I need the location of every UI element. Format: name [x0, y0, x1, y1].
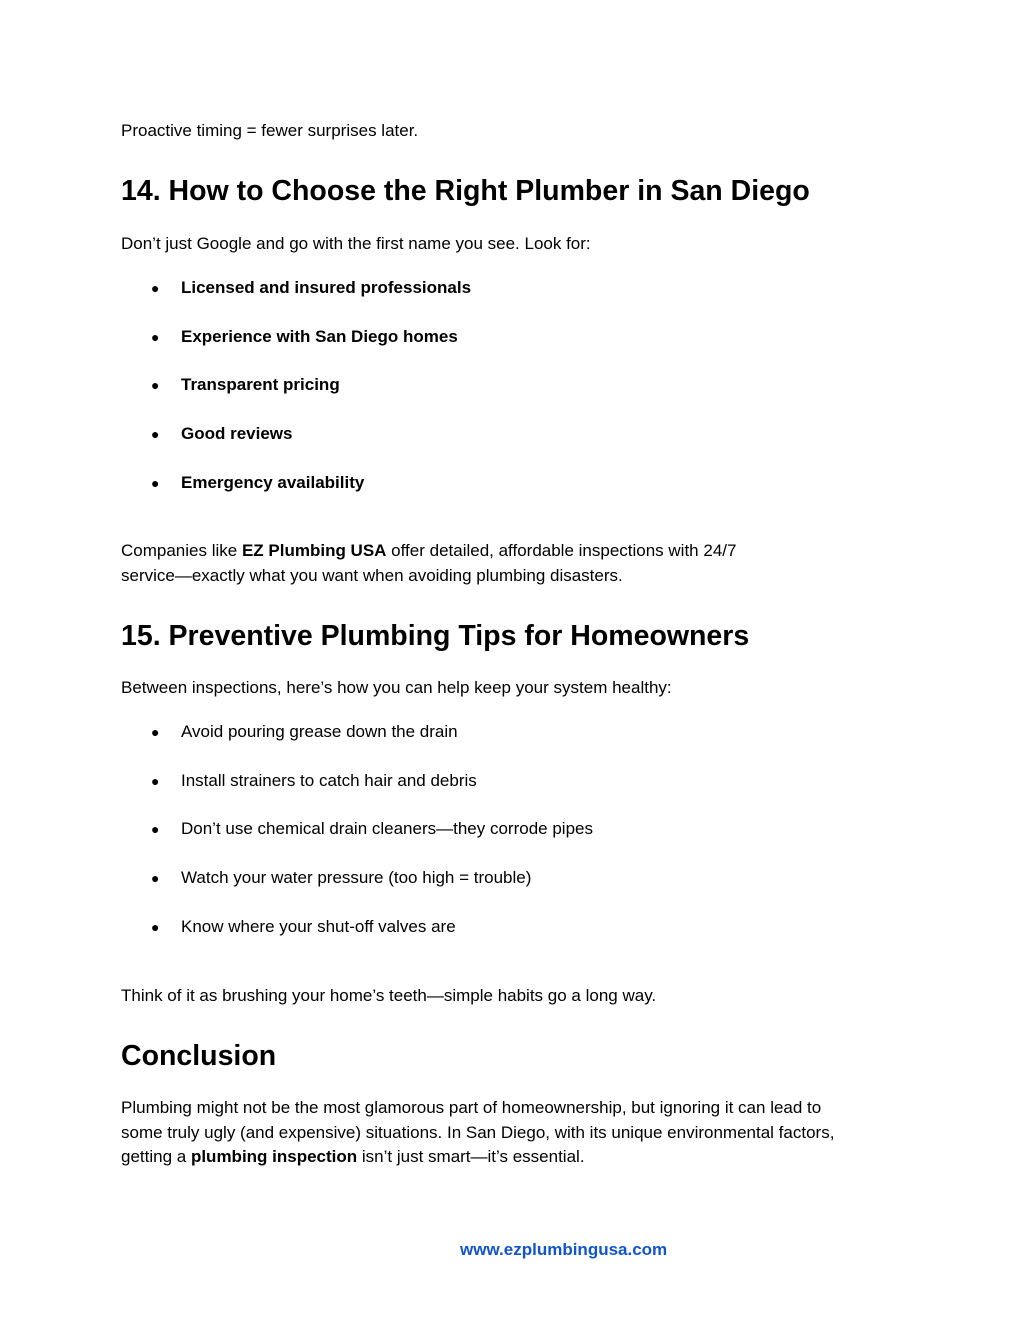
section-14-heading: 14. How to Choose the Right Plumber in San Diego — [121, 175, 810, 207]
company-name: EZ Plumbing USA — [241, 541, 387, 560]
bullet-icon: ● — [151, 821, 160, 838]
section-14-closing: Companies like EZ Plumbing USA offer detailed, affordable inspections with 24/7 service—exactly what you want when avoiding plumbing disasters. — [121, 541, 737, 585]
keyword-plumbing-inspection: plumbing inspection — [190, 1147, 358, 1166]
intro-line: Proactive timing = fewer surprises later. — [121, 121, 419, 140]
bullet-icon: ● — [151, 724, 160, 740]
bullet-icon: ● — [151, 772, 160, 789]
bullet-icon: ● — [151, 377, 160, 394]
section-14-lead: Don’t just Google and go with the first name you see. Look for: — [121, 234, 591, 253]
bullet-icon: ● — [151, 474, 160, 491]
section-15-heading: 15. Preventive Plumbing Tips for Homeowners — [121, 620, 750, 652]
bullet-icon: ● — [151, 870, 160, 887]
conclusion-heading: Conclusion — [121, 1040, 277, 1072]
bullet-icon: ● — [151, 918, 160, 935]
conclusion-paragraph: Plumbing might not be the most glamorous part of homeownership, but ignoring it can lead to some truly ugly (and expensive) situations. In San Diego, with its unique environmental factors, getting a plumbing inspection isn’t just smart—it’s essential. — [121, 1098, 835, 1166]
bullet-icon: ● — [151, 426, 160, 443]
bullet-icon: ● — [151, 328, 160, 345]
footer-website-link[interactable]: www.ezplumbingusa.com — [460, 1240, 668, 1259]
section-15-lead: Between inspections, here’s how you can help keep your system healthy: — [121, 678, 672, 697]
bullet-icon: ● — [151, 280, 160, 296]
section-15-closing: Think of it as brushing your home’s teeth—simple habits go a long way. — [121, 986, 657, 1005]
